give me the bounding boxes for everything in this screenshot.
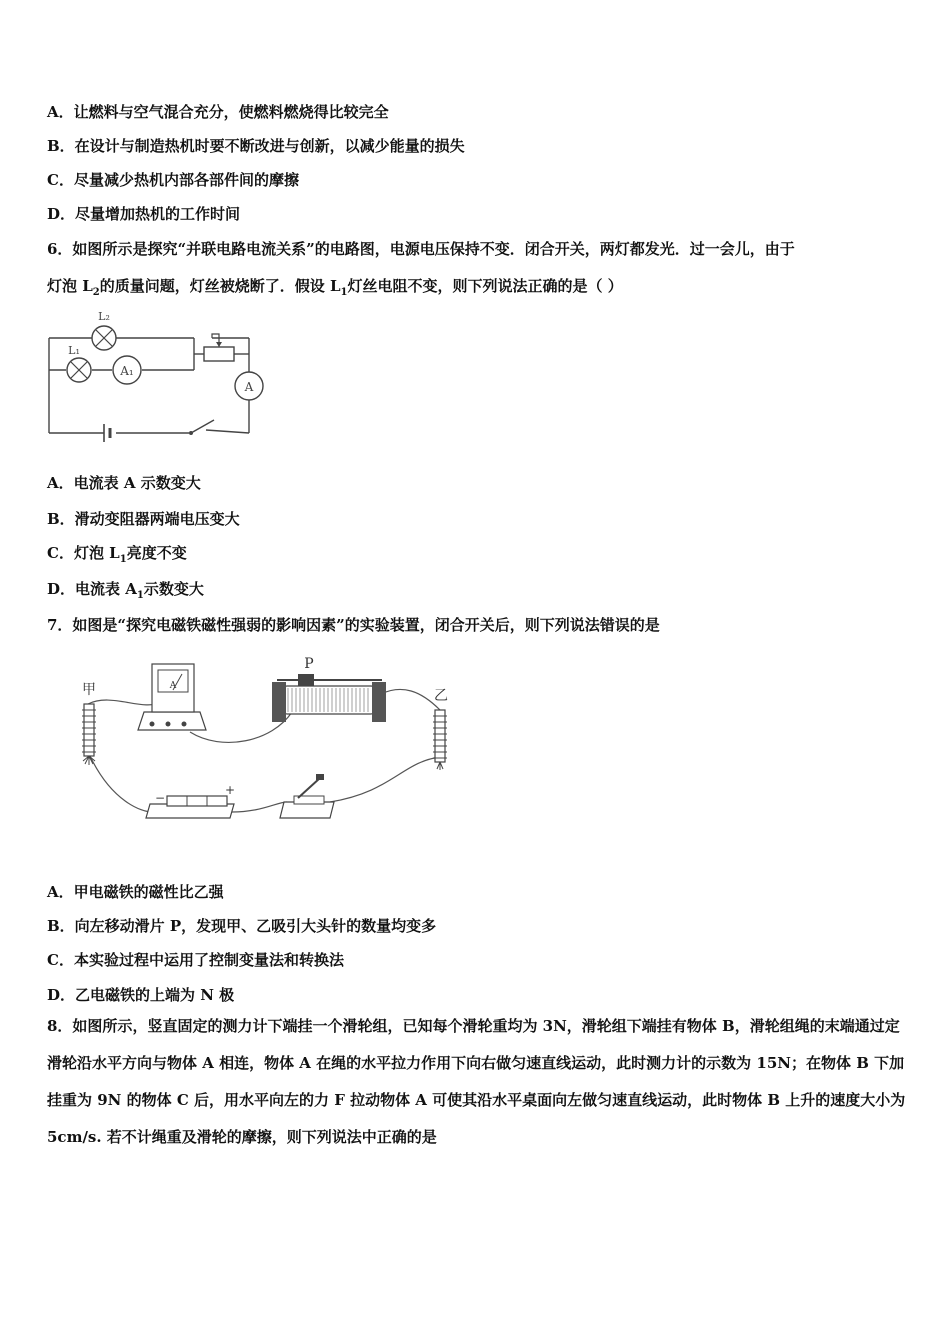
electromagnet-jia-icon [82,704,96,765]
switch-icon [189,420,214,435]
lamp-l1-label: L₁ [68,344,80,357]
q6-option-a: A．电流表 A 示数变大 [47,474,201,492]
lamp-l2-label: L₂ [98,310,110,323]
electromagnet-yi-icon [433,710,447,770]
q6-stem-line2: 灯泡 $L_2$的质量问题，灯丝被烧断了．假设 $L_1$灯丝电阻不变，则下列说法正确的是（ ） [47,277,623,298]
ammeter-device-icon [138,664,206,730]
lamp-l1-icon [67,358,91,382]
q6-option-b: B．滑动变阻器两端电压变大 [47,510,240,528]
rheostat-icon [204,347,234,361]
q7-electromagnet-apparatus [72,652,472,834]
q8-stem: 8．如图所示，竖直固定的测力计下端挂一个滑轮组，已知每个滑轮重均为 3N，滑轮组下端挂有物体 B，滑轮组绳的末端通过定滑轮沿水平方向与物体 A 相连，物体 A 在绳的水平拉力作用下向右做匀速直线运动，此时测力计的示数为 15N；在物体 B 下加挂重为 9N 的物体 C 后，用水平向左的力 F 拉动物体 A 可使其沿水平桌面向左做匀速直线运动，此时物体 B 上升的速度大小为 5cm/s. 若不计绳重及滑轮的摩擦，则下列说法中正确的是 [47,1017,906,1146]
ammeter-a-label: A [244,380,254,394]
q7-stem: 7．如图是“探究电磁铁磁性强弱的影响因素”的实验装置，闭合开关后，则下列说法错误的是 [47,616,660,634]
q5-option-b: B．在设计与制造热机时要不断改进与创新，以减少能量的损失 [47,137,465,155]
battery-minus-label: − [155,791,166,805]
q6-circuit-diagram [44,308,274,443]
q7-option-c: C．本实验过程中运用了控制变量法和转换法 [47,951,344,969]
electromagnet-yi-label: 乙 [434,688,448,704]
q5-option-a: A．让燃料与空气混合充分，使燃料燃烧得比较完全 [47,103,389,121]
electromagnet-jia-label: 甲 [82,682,96,698]
battery-icon [104,424,110,442]
sliding-rheostat-icon [272,674,386,722]
q5-option-d: D．尽量增加热机的工作时间 [47,205,241,223]
q6-option-c: C．灯泡 $L_1$亮度不变 [47,544,187,565]
ammeter-a1-label: A₁ [120,364,134,378]
q7-option-d: D．乙电磁铁的上端为 N 极 [47,986,235,1004]
q7-option-b: B．向左移动滑片 P，发现甲、乙吸引大头针的数量均变多 [47,917,437,935]
q5-option-c: C．尽量减少热机内部各部件间的摩擦 [47,171,299,189]
q6-stem-line1: 6．如图所示是探究“并联电路电流关系”的电路图，电源电压保持不变．闭合开关，两灯都发光．过一会儿，由于 [47,240,795,258]
slider-p-label: P [304,656,314,672]
lamp-l2-icon [92,326,116,350]
q6-option-d: D．电流表 $A_1$示数变大 [47,580,204,601]
knife-switch-icon [280,774,334,818]
q7-option-a: A．甲电磁铁的磁性比乙强 [47,883,224,901]
battery-plus-label: + [225,783,236,797]
ammeter-device-label: A [169,681,177,691]
